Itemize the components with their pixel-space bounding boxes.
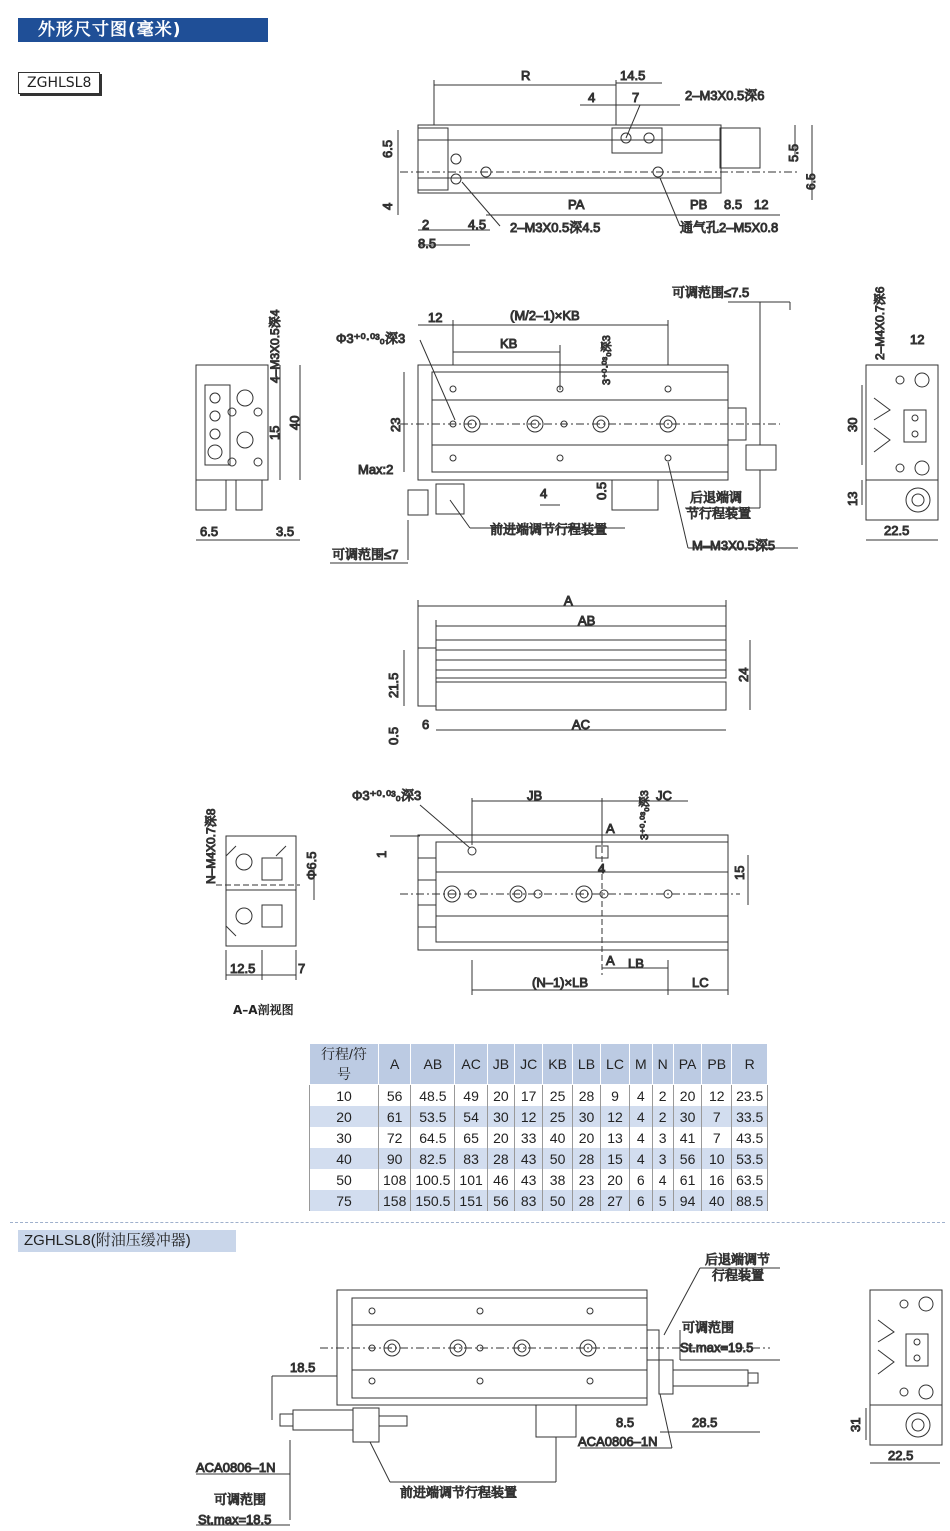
section-aa-view (216, 836, 314, 980)
table-cell: 20 (673, 1085, 702, 1107)
table-row (310, 1148, 768, 1169)
table-cell: 56 (673, 1148, 702, 1169)
table-cell: 30 (572, 1106, 600, 1127)
table-cell: 49 (455, 1085, 487, 1107)
table-cell: 33.5 (732, 1106, 768, 1127)
table-header-cell: AB (411, 1044, 455, 1085)
table-cell: 28 (572, 1190, 600, 1211)
dim-0-5-bottom: 0.5 (386, 726, 401, 745)
dim-14-5: 14.5 (620, 68, 646, 83)
table-cell: 16 (702, 1169, 732, 1190)
rear-adjust-label-buf-1: 后退端调节 (705, 1252, 771, 1267)
thread-label-section: N–M4X0.7深8 (204, 808, 218, 884)
buffer-model-right: ACA0806–1N (578, 1434, 658, 1449)
table-cell: 50 (543, 1148, 573, 1169)
dim-m2-kb: (M/2–1)×KB (510, 308, 580, 323)
table-cell: 38 (543, 1169, 573, 1190)
table-header-cell: LB (572, 1044, 600, 1085)
table-cell: 46 (487, 1169, 514, 1190)
table-cell: 56 (379, 1085, 411, 1107)
table-cell: 4 (629, 1106, 652, 1127)
bottom-view (404, 600, 750, 730)
thread-label-m: M–M3X0.5深5 (692, 538, 776, 553)
table-cell: 53.5 (411, 1106, 455, 1127)
spec-table (309, 1043, 768, 1211)
dim-7-section: 7 (298, 961, 306, 976)
table-header-cell: LC (601, 1044, 630, 1085)
table-header-cell: AC (455, 1044, 487, 1085)
front-adjust-label: 前进端调节行程装置 (490, 522, 608, 537)
dim-8-5-buf: 8.5 (616, 1415, 635, 1430)
table-cell: 4 (629, 1085, 652, 1107)
table-cell: 20 (572, 1127, 600, 1148)
table-cell: 2 (652, 1106, 673, 1127)
dim-jb: JB (527, 788, 543, 803)
table-cell: 3 (652, 1127, 673, 1148)
table-cell: 56 (487, 1190, 514, 1211)
table-header-cell: JC (515, 1044, 543, 1085)
table-cell: 33 (515, 1127, 543, 1148)
dim-4-front: 4 (540, 486, 548, 501)
vent-label: 通气孔2–M5X0.8 (680, 220, 779, 235)
dim-12-5: 12.5 (230, 961, 256, 976)
table-cell: 30 (673, 1106, 702, 1127)
table-cell: 4 (629, 1127, 652, 1148)
table-cell: 15 (601, 1148, 630, 1169)
thread-label-1: 2–M3X0.5深6 (685, 88, 765, 103)
dim-28-5: 28.5 (692, 1415, 718, 1430)
pin-hole-label-2: Φ3⁺⁰·⁰³₀深3 (352, 788, 422, 803)
dim-12-top: 12 (754, 197, 769, 212)
dim-pb: PB (690, 197, 708, 212)
table-cell: 90 (379, 1148, 411, 1169)
spec-table-header (310, 1044, 768, 1085)
dim-lb: LB (628, 956, 644, 971)
table-cell: 17 (515, 1085, 543, 1107)
table-cell: 61 (673, 1169, 702, 1190)
table-cell: 23.5 (732, 1085, 768, 1107)
dim-4-5: 4.5 (468, 217, 487, 232)
table-cell: 50 (543, 1190, 573, 1211)
table-cell: 63.5 (732, 1169, 768, 1190)
table-cell: 12 (515, 1106, 543, 1127)
table-header-cell: PA (673, 1044, 702, 1085)
dim-4-under: 4 (598, 861, 606, 876)
dim-7: 7 (632, 90, 640, 105)
dim-6-5-side: 6.5 (200, 524, 219, 539)
dim-n-lb: (N–1)×LB (532, 975, 588, 990)
table-cell: 25 (543, 1085, 573, 1107)
table-cell: 7 (702, 1127, 732, 1148)
table-cell: 88.5 (732, 1190, 768, 1211)
table-cell: 13 (601, 1127, 630, 1148)
pin-hole-label-1: Φ3⁺⁰·⁰³₀深3 (336, 331, 406, 346)
dim-40: 40 (287, 415, 302, 430)
dim-22-5-right: 22.5 (884, 523, 910, 538)
table-header-cell: N (652, 1044, 673, 1085)
table-header-cell: 行程/符号 (310, 1044, 379, 1085)
table-cell: 10 (310, 1085, 379, 1107)
table-header-cell: A (379, 1044, 411, 1085)
adj-range-7-5: 可调范围≤7.5 (672, 285, 750, 300)
table-cell: 4 (629, 1148, 652, 1169)
dim-kb: KB (500, 336, 518, 351)
table-header-cell: KB (543, 1044, 573, 1085)
dim-13: 13 (845, 491, 860, 506)
table-cell: 20 (487, 1127, 514, 1148)
table-cell: 83 (515, 1190, 543, 1211)
dim-1: 1 (374, 850, 389, 858)
dim-24: 24 (736, 667, 751, 682)
table-cell: 2 (652, 1085, 673, 1107)
table-cell: 23 (572, 1169, 600, 1190)
table-cell: 40 (702, 1190, 732, 1211)
table-cell: 94 (673, 1190, 702, 1211)
dim-3-5: 3.5 (276, 524, 295, 539)
table-cell: 82.5 (411, 1148, 455, 1169)
dim-phi-6-5: Φ6.5 (304, 851, 319, 880)
model-tag: ZGHLSL8 (18, 72, 100, 94)
table-row (310, 1106, 768, 1127)
table-row (310, 1085, 768, 1107)
table-cell: 158 (379, 1190, 411, 1211)
table-cell: 72 (379, 1127, 411, 1148)
dim-5-5: 5.5 (786, 143, 801, 162)
table-cell: 61 (379, 1106, 411, 1127)
dim-30: 30 (845, 417, 860, 432)
table-cell: 28 (572, 1085, 600, 1107)
table-cell: 40 (310, 1148, 379, 1169)
dim-22-5-buf: 22.5 (888, 1448, 914, 1463)
dim-lc: LC (692, 975, 709, 990)
dim-12-right: 12 (910, 332, 925, 347)
dim-12-front: 12 (428, 310, 443, 325)
adj-range-buf-4: St.max=18.5 (198, 1512, 272, 1527)
dim-6-5-right: 6.5 (804, 173, 818, 190)
thread-label-2: 2–M3X0.5深4.5 (510, 220, 601, 235)
dim-8-5-top: 8.5 (724, 197, 743, 212)
dim-15-under: 15 (732, 865, 747, 880)
table-cell: 12 (601, 1106, 630, 1127)
dim-r: R (521, 68, 531, 83)
dim-4-left: 4 (380, 202, 395, 210)
rear-adjust-label-buf-2: 行程装置 (712, 1268, 765, 1283)
dim-jc: JC (656, 788, 672, 803)
dim-4: 4 (588, 90, 596, 105)
table-cell: 20 (487, 1085, 514, 1107)
table-row (310, 1169, 768, 1190)
dim-pa: PA (568, 197, 585, 212)
adj-range-7: 可调范围≤7 (332, 547, 399, 562)
table-cell: 43 (515, 1169, 543, 1190)
table-cell: 10 (702, 1148, 732, 1169)
table-cell: 50 (310, 1169, 379, 1190)
adj-range-buf-1: 可调范围 (682, 1320, 735, 1335)
table-cell: 20 (310, 1106, 379, 1127)
dim-2: 2 (422, 217, 430, 232)
table-row (310, 1190, 768, 1211)
table-cell: 40 (543, 1127, 573, 1148)
table-cell: 75 (310, 1190, 379, 1211)
table-cell: 100.5 (411, 1169, 455, 1190)
table-cell: 65 (455, 1127, 487, 1148)
table-cell: 151 (455, 1190, 487, 1211)
dim-6-5-left: 6.5 (380, 139, 395, 158)
buffer-side-view (866, 1290, 942, 1463)
table-cell: 6 (629, 1190, 652, 1211)
table-cell: 101 (455, 1169, 487, 1190)
section-mark-a-top: A (606, 821, 615, 836)
thread-label-right: 2–M4X0.7深6 (873, 286, 887, 360)
section-caption: A–A剖视图 (233, 1003, 294, 1017)
model-tag-buffer: ZGHLSL8(附油压缓冲器) (18, 1230, 236, 1252)
left-side-view (196, 365, 300, 540)
dim-a: A (564, 593, 573, 608)
section-mark-a-bottom: A (606, 953, 615, 968)
table-cell: 28 (572, 1148, 600, 1169)
table-cell: 43 (515, 1148, 543, 1169)
table-cell: 28 (487, 1148, 514, 1169)
table-cell: 7 (702, 1106, 732, 1127)
page-title: 外形尺寸图(毫米) (18, 18, 268, 42)
table-cell: 27 (601, 1190, 630, 1211)
table-cell: 48.5 (411, 1085, 455, 1107)
table-cell: 25 (543, 1106, 573, 1127)
table-cell: 12 (702, 1085, 732, 1107)
table-cell: 30 (487, 1106, 514, 1127)
dim-8-5-bottom: 8.5 (418, 236, 437, 251)
table-cell: 108 (379, 1169, 411, 1190)
rear-adjust-label-1: 后退端调 (690, 490, 743, 505)
dim-18-5: 18.5 (290, 1360, 316, 1375)
dim-21-5: 21.5 (386, 672, 401, 698)
underside-view (390, 798, 748, 995)
table-cell: 64.5 (411, 1127, 455, 1148)
table-row (310, 1127, 768, 1148)
table-cell: 20 (601, 1169, 630, 1190)
dim-31: 31 (848, 1417, 863, 1432)
pin-depth-label-2: 3⁺⁰·⁰³₀深3 (639, 790, 651, 840)
table-header-cell: JB (487, 1044, 514, 1085)
table-cell: 4 (652, 1169, 673, 1190)
right-side-view (862, 365, 938, 540)
adj-range-buf-3: 可调范围 (214, 1492, 267, 1507)
front-adjust-label-buf: 前进端调节行程装置 (400, 1485, 518, 1500)
table-cell: 3 (652, 1148, 673, 1169)
table-header-cell: M (629, 1044, 652, 1085)
table-cell: 5 (652, 1190, 673, 1211)
table-header-cell: PB (702, 1044, 732, 1085)
adj-range-buf-2: St.max=19.5 (680, 1340, 754, 1355)
dim-ab: AB (578, 613, 596, 628)
pin-depth-label-1: 3⁺⁰·⁰³₀深3 (601, 335, 613, 385)
table-cell: 9 (601, 1085, 630, 1107)
table-cell: 41 (673, 1127, 702, 1148)
rear-adjust-label-2: 节行程装置 (686, 506, 752, 521)
table-cell: 43.5 (732, 1127, 768, 1148)
dim-6: 6 (422, 717, 430, 732)
table-cell: 83 (455, 1148, 487, 1169)
table-header-cell: R (732, 1044, 768, 1085)
dim-0-5-front: 0.5 (594, 481, 609, 500)
spec-table-body (310, 1085, 768, 1212)
table-cell: 54 (455, 1106, 487, 1127)
dim-ac: AC (572, 717, 591, 732)
table-cell: 53.5 (732, 1148, 768, 1169)
thread-label-side: 4–M3X0.5深4 (268, 309, 282, 383)
table-cell: 6 (629, 1169, 652, 1190)
dim-15-side: 15 (267, 425, 282, 440)
table-cell: 30 (310, 1127, 379, 1148)
table-cell: 150.5 (411, 1190, 455, 1211)
dim-23: 23 (388, 417, 403, 432)
max-2: Max:2 (358, 462, 394, 477)
buffer-model-left: ACA0806–1N (196, 1460, 276, 1475)
